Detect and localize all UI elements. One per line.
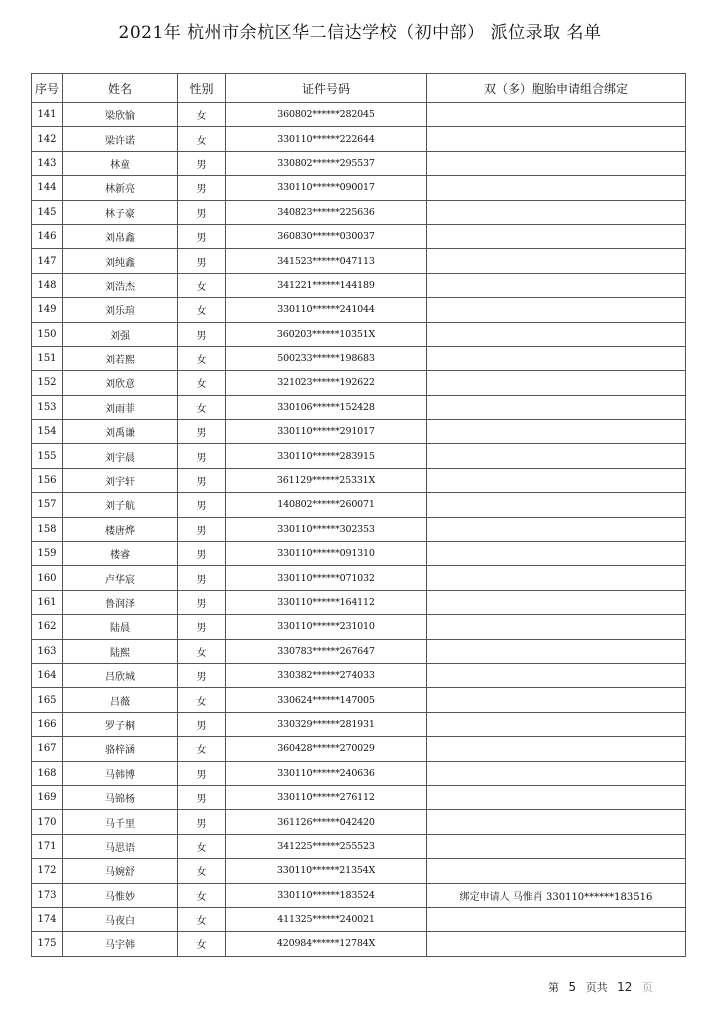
page-title: 2021年 杭州市余杭区华二信达学校（初中部） 派位录取 名单 — [118, 23, 602, 43]
twin-binding-cell — [427, 615, 686, 639]
twin-binding-cell — [427, 785, 686, 809]
twin-binding-cell — [427, 834, 686, 858]
name-cell: 马思语 — [63, 834, 178, 858]
id-number-cell: 330106******152428 — [226, 395, 427, 419]
serial-cell: 164 — [32, 663, 63, 687]
id-number-cell: 140802******260071 — [226, 493, 427, 517]
table-header — [32, 74, 686, 103]
name-cell: 刘雨菲 — [63, 395, 178, 419]
serial-cell: 168 — [32, 761, 63, 785]
serial-cell: 157 — [32, 493, 63, 517]
name-cell: 吕欣城 — [63, 663, 178, 687]
id-number-cell: 330110******091310 — [226, 542, 427, 566]
twin-binding-cell — [427, 395, 686, 419]
column-header-twin-binding: 双（多）胞胎申请组合绑定 — [427, 74, 686, 103]
table-row — [32, 883, 686, 907]
table-row — [32, 176, 686, 200]
table-row — [32, 322, 686, 346]
id-number-cell: 330802******295537 — [226, 151, 427, 175]
column-header-gender: 性别 — [178, 74, 226, 103]
id-number-cell: 360830******030037 — [226, 224, 427, 248]
table-row — [32, 420, 686, 444]
name-cell: 骆梓涵 — [63, 737, 178, 761]
id-number-cell: 330110******164112 — [226, 590, 427, 614]
gender-cell: 女 — [178, 688, 226, 712]
gender-cell: 女 — [178, 371, 226, 395]
table-row — [32, 810, 686, 834]
id-number-cell: 330110******241044 — [226, 298, 427, 322]
table-row — [32, 615, 686, 639]
id-number-cell: 330110******090017 — [226, 176, 427, 200]
name-cell: 罗子桐 — [63, 712, 178, 736]
serial-cell: 141 — [32, 103, 63, 127]
gender-cell: 女 — [178, 859, 226, 883]
table-body — [32, 103, 686, 957]
name-cell: 马韩博 — [63, 761, 178, 785]
name-cell: 林童 — [63, 151, 178, 175]
column-header-name: 姓名 — [63, 74, 178, 103]
serial-cell: 156 — [32, 468, 63, 492]
admission-table — [31, 73, 686, 957]
id-number-cell: 330783******267647 — [226, 639, 427, 663]
table-row — [32, 395, 686, 419]
name-cell: 吕薇 — [63, 688, 178, 712]
id-number-cell: 330110******222644 — [226, 127, 427, 151]
table-row — [32, 493, 686, 517]
serial-cell: 173 — [32, 883, 63, 907]
table-row — [32, 346, 686, 370]
serial-cell: 174 — [32, 907, 63, 931]
serial-cell: 154 — [32, 420, 63, 444]
total-page-count: 12 — [617, 980, 633, 994]
twin-binding-cell — [427, 810, 686, 834]
twin-binding-cell — [427, 322, 686, 346]
id-number-cell: 500233******198683 — [226, 346, 427, 370]
page-footer — [548, 979, 653, 995]
twin-binding-cell — [427, 566, 686, 590]
twin-binding-cell — [427, 907, 686, 931]
twin-binding-cell — [427, 712, 686, 736]
name-cell: 陆熙 — [63, 639, 178, 663]
gender-cell: 男 — [178, 420, 226, 444]
name-cell: 刘禹谦 — [63, 420, 178, 444]
gender-cell: 男 — [178, 590, 226, 614]
gender-cell: 男 — [178, 468, 226, 492]
serial-cell: 158 — [32, 517, 63, 541]
name-cell: 马夜白 — [63, 907, 178, 931]
table-row — [32, 151, 686, 175]
gender-cell: 女 — [178, 932, 226, 956]
id-number-cell: 360203******10351X — [226, 322, 427, 346]
id-number-cell: 330110******183524 — [226, 883, 427, 907]
gender-cell: 女 — [178, 834, 226, 858]
table-row — [32, 542, 686, 566]
table-row — [32, 468, 686, 492]
twin-binding-cell — [427, 200, 686, 224]
name-cell: 马婉舒 — [63, 859, 178, 883]
gender-cell: 女 — [178, 103, 226, 127]
name-cell: 马锦杨 — [63, 785, 178, 809]
table-row — [32, 127, 686, 151]
id-number-cell: 411325******240021 — [226, 907, 427, 931]
gender-cell: 男 — [178, 810, 226, 834]
gender-cell: 女 — [178, 298, 226, 322]
gender-cell: 女 — [178, 907, 226, 931]
name-cell: 刘若熙 — [63, 346, 178, 370]
table-row — [32, 639, 686, 663]
twin-binding-cell — [427, 493, 686, 517]
gender-cell: 男 — [178, 663, 226, 687]
id-number-cell: 360428******270029 — [226, 737, 427, 761]
current-page-number: 5 — [568, 980, 577, 994]
table-row — [32, 103, 686, 127]
id-number-cell: 340823******225636 — [226, 200, 427, 224]
serial-cell: 171 — [32, 834, 63, 858]
table-row — [32, 907, 686, 931]
twin-binding-cell — [427, 371, 686, 395]
id-number-cell: 330382******274033 — [226, 663, 427, 687]
twin-binding-cell — [427, 663, 686, 687]
gender-cell: 女 — [178, 737, 226, 761]
serial-cell: 165 — [32, 688, 63, 712]
twin-binding-cell — [427, 590, 686, 614]
gender-cell: 男 — [178, 566, 226, 590]
gender-cell: 女 — [178, 883, 226, 907]
gender-cell: 男 — [178, 712, 226, 736]
id-number-cell: 341225******255523 — [226, 834, 427, 858]
name-cell: 卢华宸 — [63, 566, 178, 590]
table-row — [32, 249, 686, 273]
gender-cell: 男 — [178, 761, 226, 785]
serial-cell: 172 — [32, 859, 63, 883]
table-row — [32, 298, 686, 322]
id-number-cell: 330110******276112 — [226, 785, 427, 809]
twin-binding-cell — [427, 346, 686, 370]
gender-cell: 男 — [178, 322, 226, 346]
footer-prefix: 第 — [548, 981, 559, 994]
table-row — [32, 371, 686, 395]
serial-cell: 147 — [32, 249, 63, 273]
twin-binding-cell — [427, 932, 686, 956]
twin-binding-cell — [427, 249, 686, 273]
serial-cell: 169 — [32, 785, 63, 809]
gender-cell: 男 — [178, 224, 226, 248]
name-cell: 林新亮 — [63, 176, 178, 200]
twin-binding-cell — [427, 151, 686, 175]
id-number-cell: 330624******147005 — [226, 688, 427, 712]
id-number-cell: 330110******231010 — [226, 615, 427, 639]
gender-cell: 男 — [178, 517, 226, 541]
twin-binding-cell — [427, 639, 686, 663]
serial-cell: 150 — [32, 322, 63, 346]
name-cell: 刘帛鑫 — [63, 224, 178, 248]
name-cell: 马宇韩 — [63, 932, 178, 956]
gender-cell: 女 — [178, 395, 226, 419]
gender-cell: 男 — [178, 151, 226, 175]
twin-binding-cell — [427, 127, 686, 151]
gender-cell: 男 — [178, 176, 226, 200]
twin-binding-cell — [427, 542, 686, 566]
serial-cell: 175 — [32, 932, 63, 956]
id-number-cell: 330110******291017 — [226, 420, 427, 444]
name-cell: 鲁润泽 — [63, 590, 178, 614]
name-cell: 梁许诺 — [63, 127, 178, 151]
serial-cell: 166 — [32, 712, 63, 736]
id-number-cell: 361126******042420 — [226, 810, 427, 834]
serial-cell: 151 — [32, 346, 63, 370]
table-row — [32, 737, 686, 761]
serial-cell: 162 — [32, 615, 63, 639]
table-row — [32, 712, 686, 736]
name-cell: 陆晨 — [63, 615, 178, 639]
header-row — [32, 74, 686, 103]
table-row — [32, 224, 686, 248]
twin-binding-cell — [427, 176, 686, 200]
table-row — [32, 200, 686, 224]
serial-cell: 145 — [32, 200, 63, 224]
footer-suffix: 页 — [641, 981, 653, 994]
twin-binding-cell — [427, 859, 686, 883]
twin-binding-cell — [427, 224, 686, 248]
column-header-id-number: 证件号码 — [226, 74, 427, 103]
name-cell: 刘纯鑫 — [63, 249, 178, 273]
id-number-cell: 420984******12784X — [226, 932, 427, 956]
serial-cell: 167 — [32, 737, 63, 761]
serial-cell: 153 — [32, 395, 63, 419]
table-row — [32, 761, 686, 785]
serial-cell: 142 — [32, 127, 63, 151]
gender-cell: 男 — [178, 249, 226, 273]
gender-cell: 女 — [178, 346, 226, 370]
table-row — [32, 688, 686, 712]
name-cell: 马千里 — [63, 810, 178, 834]
serial-cell: 160 — [32, 566, 63, 590]
twin-binding-cell — [427, 761, 686, 785]
gender-cell: 女 — [178, 639, 226, 663]
id-number-cell: 341221******144189 — [226, 273, 427, 297]
gender-cell: 男 — [178, 200, 226, 224]
serial-cell: 159 — [32, 542, 63, 566]
name-cell: 刘强 — [63, 322, 178, 346]
twin-binding-cell — [427, 420, 686, 444]
name-cell: 刘子航 — [63, 493, 178, 517]
twin-binding-cell: 绑定申请人 马惟肖 330110******183516 — [427, 883, 686, 907]
serial-cell: 146 — [32, 224, 63, 248]
table-row — [32, 663, 686, 687]
serial-cell: 149 — [32, 298, 63, 322]
table-row — [32, 834, 686, 858]
gender-cell: 男 — [178, 542, 226, 566]
gender-cell: 男 — [178, 615, 226, 639]
id-number-cell: 330110******240636 — [226, 761, 427, 785]
serial-cell: 163 — [32, 639, 63, 663]
serial-cell: 152 — [32, 371, 63, 395]
name-cell: 刘乐瑄 — [63, 298, 178, 322]
twin-binding-cell — [427, 103, 686, 127]
serial-cell: 161 — [32, 590, 63, 614]
gender-cell: 男 — [178, 444, 226, 468]
table-row — [32, 517, 686, 541]
name-cell: 楼睿 — [63, 542, 178, 566]
table-row — [32, 444, 686, 468]
name-cell: 马惟妙 — [63, 883, 178, 907]
table-row — [32, 590, 686, 614]
serial-cell: 143 — [32, 151, 63, 175]
table-row — [32, 932, 686, 956]
id-number-cell: 330110******21354X — [226, 859, 427, 883]
serial-cell: 170 — [32, 810, 63, 834]
id-number-cell: 361129******25331X — [226, 468, 427, 492]
twin-binding-cell — [427, 688, 686, 712]
twin-binding-cell — [427, 273, 686, 297]
table-row — [32, 859, 686, 883]
serial-cell: 148 — [32, 273, 63, 297]
twin-binding-cell — [427, 517, 686, 541]
twin-binding-cell — [427, 444, 686, 468]
gender-cell: 女 — [178, 127, 226, 151]
id-number-cell: 321023******192622 — [226, 371, 427, 395]
column-header-serial: 序号 — [32, 74, 63, 103]
id-number-cell: 341523******047113 — [226, 249, 427, 273]
id-number-cell: 330110******283915 — [226, 444, 427, 468]
name-cell: 刘宇晨 — [63, 444, 178, 468]
name-cell: 楼唐烨 — [63, 517, 178, 541]
gender-cell: 男 — [178, 785, 226, 809]
name-cell: 刘宇轩 — [63, 468, 178, 492]
id-number-cell: 330329******281931 — [226, 712, 427, 736]
twin-binding-cell — [427, 468, 686, 492]
name-cell: 刘浩杰 — [63, 273, 178, 297]
id-number-cell: 330110******071032 — [226, 566, 427, 590]
table-row — [32, 273, 686, 297]
serial-cell: 155 — [32, 444, 63, 468]
twin-binding-cell — [427, 737, 686, 761]
gender-cell: 女 — [178, 273, 226, 297]
id-number-cell: 330110******302353 — [226, 517, 427, 541]
serial-cell: 144 — [32, 176, 63, 200]
id-number-cell: 360802******282045 — [226, 103, 427, 127]
gender-cell: 男 — [178, 493, 226, 517]
name-cell: 刘欣意 — [63, 371, 178, 395]
footer-middle: 页共 — [585, 981, 608, 994]
name-cell: 梁欣愉 — [63, 103, 178, 127]
twin-binding-cell — [427, 298, 686, 322]
table-row — [32, 785, 686, 809]
name-cell: 林子豪 — [63, 200, 178, 224]
table-row — [32, 566, 686, 590]
